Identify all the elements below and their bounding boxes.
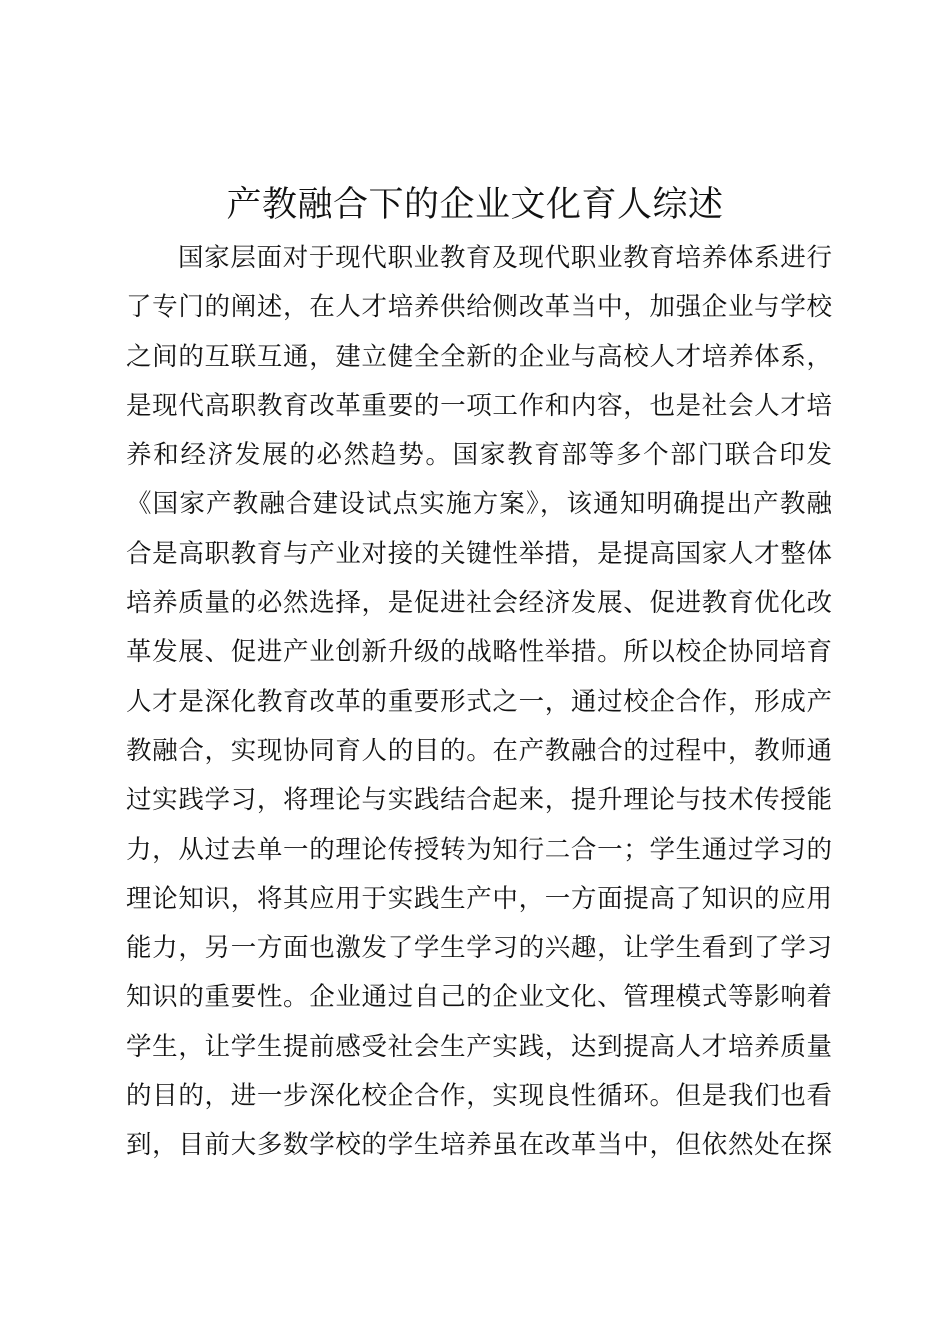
body-paragraph	[126, 234, 832, 1171]
paragraph-line: 是现代高职教育改革重要的一项工作和内容，也是社会人才培	[126, 390, 832, 421]
paragraph-line: 养和经济发展的必然趋势。国家教育部等多个部门联合印发	[126, 440, 832, 471]
paragraph-line: 学生，让学生提前感受社会生产实践，达到提高人才培养质量	[126, 1031, 832, 1062]
paragraph-line: 过实践学习，将理论与实践结合起来，提升理论与技术传授能	[126, 785, 832, 816]
document-title: 产教融合下的企业文化育人综述	[226, 185, 724, 225]
paragraph-line: 培养质量的必然选择，是促进社会经济发展、促进教育优化改	[126, 588, 832, 619]
paragraph-line: 了专门的阐述，在人才培养供给侧改革当中，加强企业与学校	[126, 292, 832, 323]
paragraph-line: 《国家产教融合建设试点实施方案》，该通知明确提出产教融	[126, 489, 832, 520]
paragraph-line: 能力，另一方面也激发了学生学习的兴趣，让学生看到了学习	[126, 933, 832, 964]
paragraph-line: 之间的互联互通，建立健全全新的企业与高校人才培养体系，	[126, 341, 832, 372]
paragraph-line: 国家层面对于现代职业教育及现代职业教育培养体系进行	[178, 243, 832, 273]
paragraph-line: 理论知识，将其应用于实践生产中，一方面提高了知识的应用	[126, 883, 832, 914]
paragraph-line: 革发展、促进产业创新升级的战略性举措。所以校企协同培育	[126, 637, 832, 668]
paragraph-line: 人才是深化教育改革的重要形式之一，通过校企合作，形成产	[126, 686, 832, 717]
paragraph-line: 到，目前大多数学校的学生培养虽在改革当中，但依然处在探	[126, 1130, 832, 1161]
paragraph-line: 教融合，实现协同育人的目的。在产教融合的过程中，教师通	[126, 735, 832, 766]
paragraph-line: 合是高职教育与产业对接的关键性举措，是提高国家人才整体	[126, 538, 832, 569]
paragraph-line: 力，从过去单一的理论传授转为知行二合一；学生通过学习的	[126, 834, 832, 865]
paragraph-line: 知识的重要性。企业通过自己的企业文化、管理模式等影响着	[126, 982, 832, 1013]
paragraph-line: 的目的，进一步深化校企合作，实现良性循环。但是我们也看	[126, 1081, 832, 1112]
